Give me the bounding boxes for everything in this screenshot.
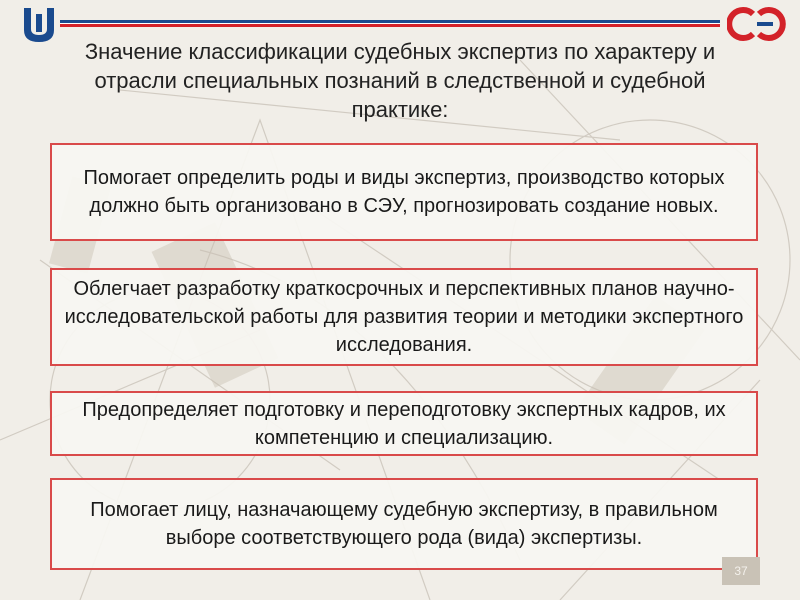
point-card-1: Помогает определить роды и виды экспертиз, производство которых должно быть организовано в СЭУ, прогнозировать создание новых. — [50, 143, 758, 241]
point-card-4: Помогает лицу, назначающему судебную экспертизу, в правильном выборе соответствующего рода (вида) экспертизы. — [50, 478, 758, 570]
page-number: 37 — [722, 557, 760, 585]
university-logo-icon — [20, 4, 58, 46]
se-logo-icon — [727, 4, 789, 44]
header-color-bar — [60, 20, 720, 27]
slide-title: Значение классификации судебных экспертиз по характеру и отрасли специальных познаний в следственной и судебной практике: — [84, 39, 716, 122]
point-card-2: Облегчает разработку краткосрочных и перспективных планов научно-исследовательской работы для развития теории и методики экспертного исследования. — [50, 268, 758, 366]
point-card-3: Предопределяет подготовку и переподготовку экспертных кадров, их компетенцию и специализацию. — [50, 391, 758, 456]
